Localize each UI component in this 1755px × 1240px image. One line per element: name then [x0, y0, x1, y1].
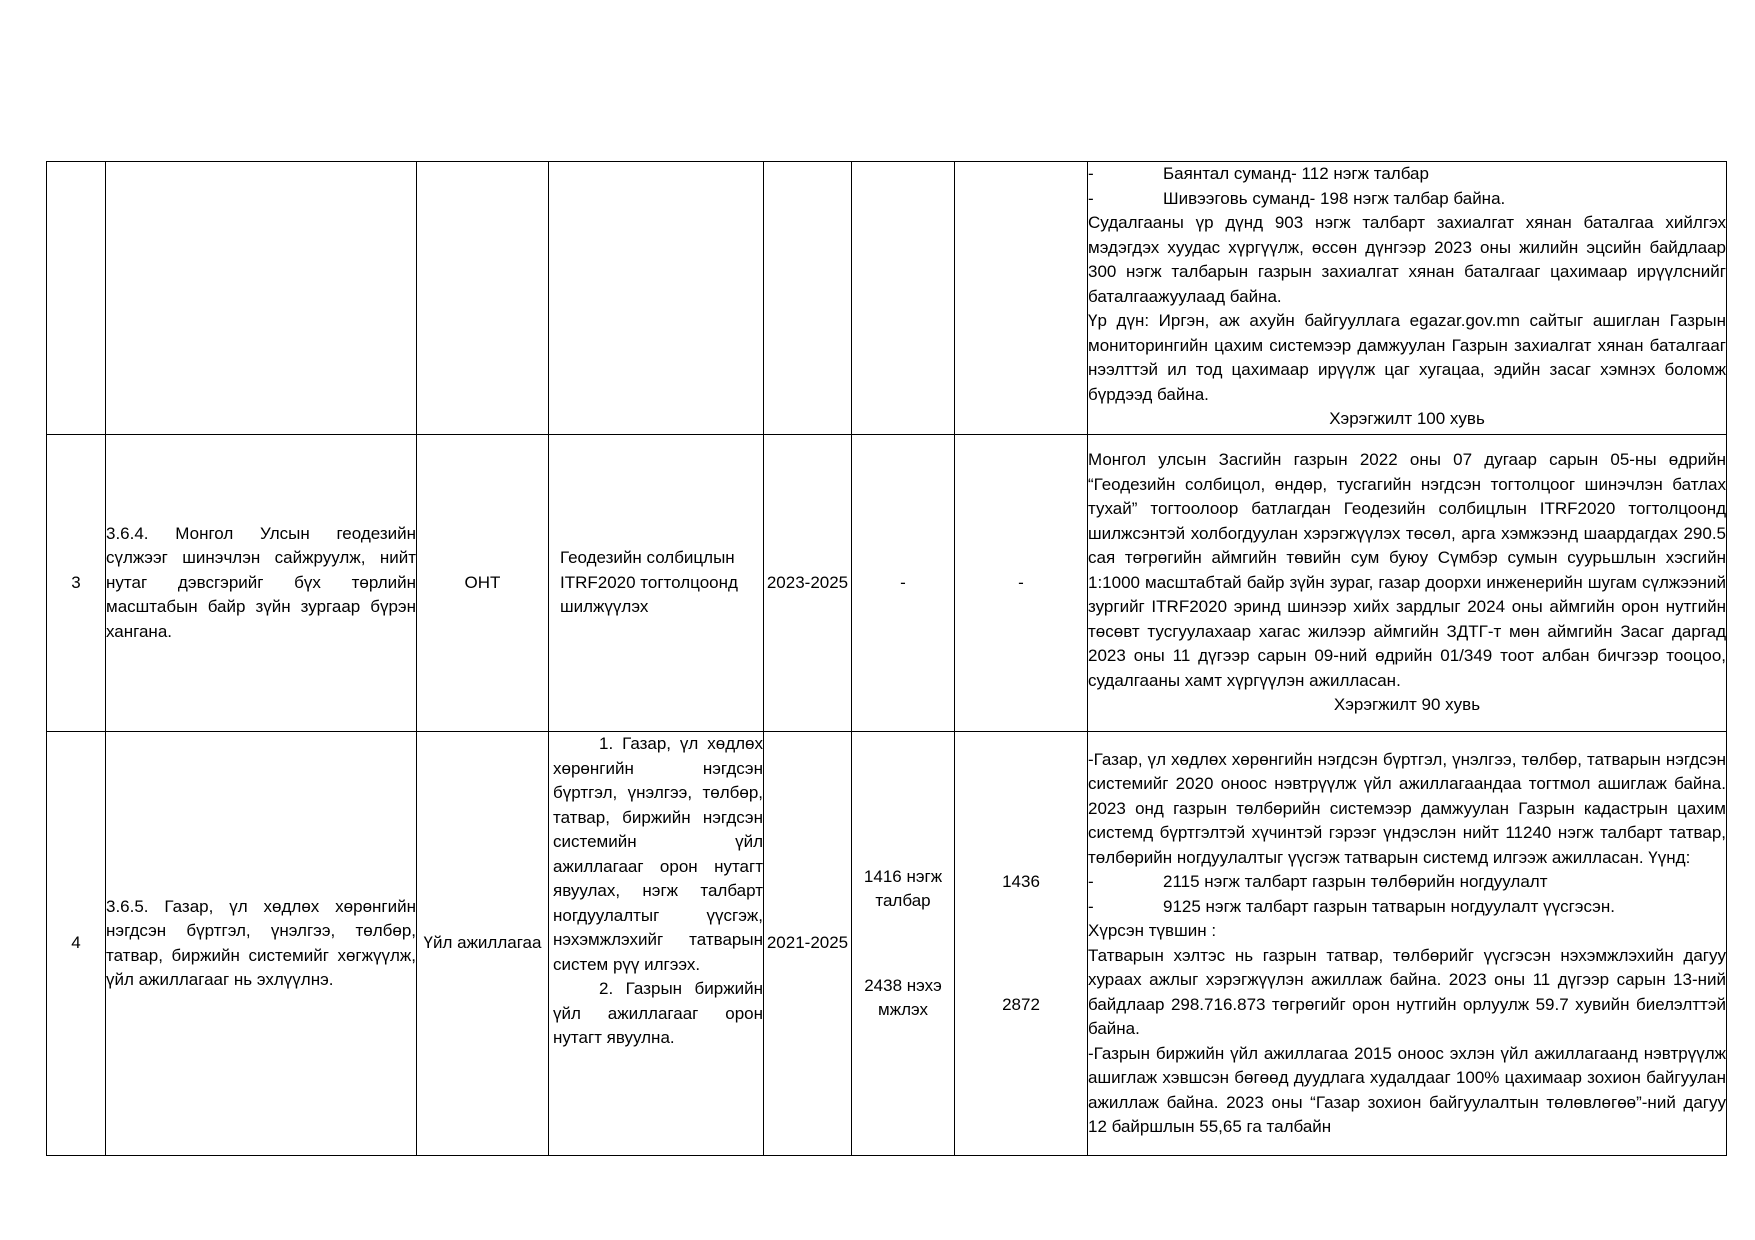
goal-cell [106, 162, 417, 435]
baseline-cell [852, 732, 955, 1156]
period-cell: 2021-2025 [764, 732, 852, 1156]
list-item-text: Баянтал суманд- 112 нэгж талбар [1163, 164, 1429, 183]
activity-cell [549, 435, 764, 732]
result-paragraph: Монгол улсын Засгийн газрын 2022 оны 07 дугаар сарын 05-ны өдрийн “Геодезийн солбицол, өндөр, тусгагийн нэгдсэн тогтолцоог шинэчлэн батлах тухай” тогтоолоор батлагдан Геодезийн солбицлын ITRF2020 тогтолцоонд шилжсэнтэй холбогдуулан хэрэгжүүлэх төсөл, арга хэмжээнд шаардагдах 290.5 сая төгрөгийн аймгийн төвийн сум буюу Сүмбэр сумын суурьшлын хэсгийн 1:1000 масштабтай байр зүйн зураг, газар доорхи инженерийн шугам сүлжээний зургийг ITRF2020 эринд шинээр хийх зардлыг 2024 оны аймгийн орон нутгийн төсөвт тусгуулахаар хагас жилээр аймгийн ЗДТГ-т мөн аймгийн Засаг даргад 2023 оны 11 дүгээр сарын 09-ний өдрийн 01/349 тоот албан бичгээр тооцоо, судалгааны хамт хүргүүлэн ажилласан. [1088, 450, 1726, 690]
organization-cell [417, 162, 549, 435]
dash-list-item: - Шивээговь суманд- 198 нэгж талбар байна. [1088, 187, 1726, 212]
goal-cell: 3.6.4. Монгол Улсын геодезийн сүлжээг шинэчлэн сайжруулж, нийт нутаг дэвсгэрийг бүх төрлийн масштабын байр зүйн зургаар бүрэн хангана. [106, 435, 417, 732]
result-paragraph: Судалгааны үр дүнд 903 нэгж талбарт захиалгат хянан баталгаа хийлгэх мэдэгдэх хуудас хүргүүлж, өссөн дүнгээр 2023 оны жилийн эцсийн байдлаар 300 нэгж талбарын газрын захиалгат хянан баталгааг цахимаар ирүүлснийг баталгаажуулаад байна. [1088, 213, 1726, 306]
target-cell [955, 732, 1088, 1156]
result-paragraph: Татварын хэлтэс нь газрын татвар, төлбөрийг үүсгэсэн нэхэмжлэхийн дагуу хураах ажлыг хэрэгжүүлэн ажиллаж байна. 2023 оны 11 дүгээр сарын 13-ний байдлаар 298.716.873 төгрөгийг орон нутгийн орлуулж 59.7 хувийн биелэлттэй байна. [1088, 945, 1726, 1038]
baseline-value: 2438 нэхэмжлэх [864, 975, 942, 1019]
result-paragraph: Үр дүн: Иргэн, аж ахуйн байгууллага egazar.gov.mn сайтыг ашиглан Газрын мониторингийн цахим системээр дамжуулан Газрын захиалгат хянан баталгааг нээлттэй ил тод цахимаар ирүүлж цаг хугацаа, эдийн засаг хэмнэх боломж бүрдээд байна. [1088, 311, 1726, 404]
baseline-value: 1416 нэгж талбар [863, 866, 943, 910]
dash-list-item: - Баянтал суманд- 112 нэгж талбар [1088, 162, 1726, 187]
activity-cell [549, 732, 764, 1156]
period-cell: 2023-2025 [764, 435, 852, 732]
baseline-cell [852, 162, 955, 435]
activity-item: 2. Газрын биржийн үйл ажиллагааг орон нутагт явуулна. [553, 979, 763, 1047]
row-number: 4 [47, 732, 106, 1156]
table-row [47, 435, 1727, 732]
implementation-status: Хэрэгжилт 90 хувь [1333, 695, 1481, 715]
result-paragraph: -Газрын биржийн үйл ажиллагаа 2015 оноос эхлэн үйл ажиллагаанд нэвтрүүлж ашиглаж хэвшсэн бөгөөд дуудлага худалдааг 100% цахимаар зохион байгуулан ажиллаж байна. 2023 оны “Газар зохион байгуулалтын төлөвлөгөө”-ний дагуу 12 байршлын 55,65 га талбайн [1088, 1043, 1726, 1136]
organization-cell: Үйл ажиллагаа [417, 732, 549, 1156]
activity-text: Геодезийн солбицлын ITRF2020 тогтолцоонд шилжүүлэх [560, 548, 738, 617]
target-cell [955, 162, 1088, 435]
row-number [47, 162, 106, 435]
result-paragraph: -Газар, үл хөдлөх хөрөнгийн нэгдсэн бүртгэл, үнэлгээ, төлбөр, татварын нэгдсэн системийг 2020 оноос нэвтрүүлж үйл ажиллагаандаа тогтмол ашиглаж байна. 2023 онд газрын төлбөрийн системээр дамжуулан Газрын кадастрын цахим системд бүртгэлтэй хүчинтэй гэрээг үндэслэн нийт 11240 нэгж талбарт татвар, төлбөрийн ногдуулалтыг үүсгэж татварын системд илгээж ажилласан. Үүнд: [1088, 749, 1726, 867]
list-item-text: Шивээговь суманд- 198 нэгж талбар байна. [1163, 188, 1506, 208]
target-value: 1436 [1002, 871, 1040, 891]
row-number: 3 [47, 435, 106, 732]
result-subheading: Хүрсэн түвшин : [1088, 921, 1217, 940]
period-cell [764, 162, 852, 435]
target-cell: - [955, 435, 1088, 732]
table-row [47, 732, 1727, 1156]
baseline-cell: - [852, 435, 955, 732]
implementation-status: Хэрэгжилт 100 хувь [1329, 409, 1485, 428]
dash-list-item: - 2115 нэгж талбарт газрын төлбөрийн ногдуулалт [1088, 870, 1726, 895]
result-cell [1088, 732, 1727, 1156]
list-item-text: 9125 нэгж талбарт газрын татварын ногдуулалт үүсгэсэн. [1163, 896, 1615, 916]
organization-cell: ОНТ [417, 435, 549, 732]
result-cell [1088, 162, 1727, 435]
goal-cell: 3.6.5. Газар, үл хөдлөх хөрөнгийн нэгдсэн бүртгэл, үнэлгээ, төлбөр, татвар, биржийн системийг хөгжүүлж, үйл ажиллагааг нь эхлүүлнэ. [106, 732, 417, 1156]
activity-cell [549, 162, 764, 435]
result-cell [1088, 435, 1727, 732]
activity-item: 1. Газар, үл хөдлөх хөрөнгийн нэгдсэн бүртгэл, үнэлгээ, төлбөр, татвар, биржийн нэгдсэн системийн үйл ажиллагааг орон нутагт явуулах, нэгж талбарт ногдуулалтыг үүсгэж, нэхэмжлэхийг татварын систем рүү илгээх. [553, 734, 763, 974]
dash-list-item: - 9125 нэгж талбарт газрын татварын ногдуулалт үүсгэсэн. [1088, 895, 1726, 920]
list-item-text: 2115 нэгж талбарт газрын төлбөрийн ногдуулалт [1163, 872, 1548, 891]
table-row [47, 162, 1727, 435]
target-value: 2872 [1002, 995, 1040, 1014]
plan-implementation-table [46, 161, 1727, 1156]
